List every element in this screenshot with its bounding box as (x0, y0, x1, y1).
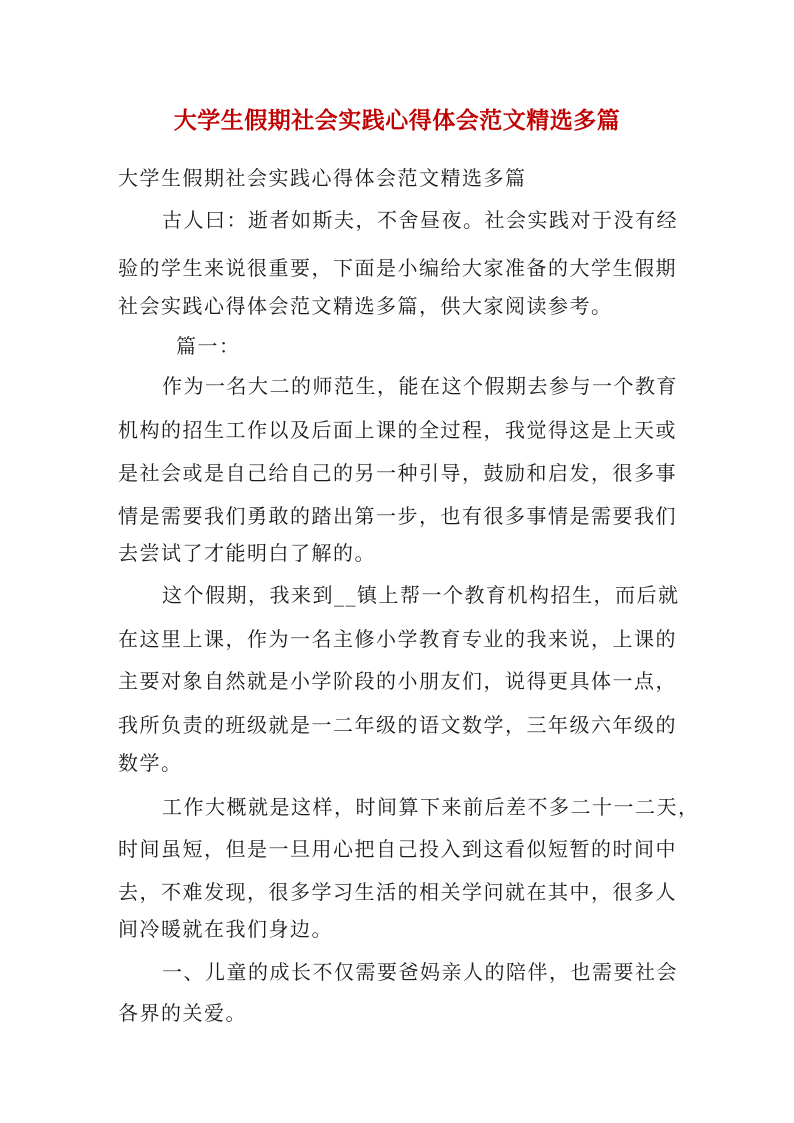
paragraph-5-line-2: 各界的关爱。 (118, 1001, 247, 1025)
paragraph-1-line-2: 验的学生来说很重要，下面是小编给大家准备的大学生假期 (118, 256, 677, 280)
paragraph-1-line-3: 社会实践心得体会范文精选多篇，供大家阅读参考。 (118, 294, 613, 318)
paragraph-4-line-2: 时间虽短，但是一旦用心把自己投入到这看似短暂的时间中 (118, 837, 677, 861)
document-title: 大学生假期社会实践心得体会范文精选多篇 (173, 107, 621, 134)
paragraph-4-line-1: 工作大概就是这样，时间算下来前后差不多二十一二天， (162, 795, 700, 819)
paragraph-4-line-3: 去，不难发现，很多学习生活的相关学问就在其中，很多人 (118, 880, 677, 904)
paragraph-2-line-2: 机构的招生工作以及后面上课的全过程，我觉得这是上天或 (118, 418, 677, 442)
section-heading-1: 篇一： (176, 334, 241, 358)
paragraph-2-line-5: 去尝试了才能明白了解的。 (118, 541, 376, 565)
paragraph-2-line-1: 作为一名大二的师范生，能在这个假期去参与一个教育 (162, 374, 678, 398)
paragraph-2-line-4: 情是需要我们勇敢的踏出第一步，也有很多事情是需要我们 (118, 504, 677, 528)
paragraph-3-line-2: 在这里上课，作为一名主修小学教育专业的我来说，上课的 (118, 627, 677, 651)
paragraph-1-line-1: 古人曰：逝者如斯夫，不舍昼夜。社会实践对于没有经 (162, 208, 678, 232)
document-subtitle: 大学生假期社会实践心得体会范文精选多篇 (118, 166, 527, 190)
paragraph-3-line-4: 我所负责的班级就是一二年级的语文数学，三年级六年级的 (118, 713, 677, 737)
paragraph-3-line-1: 这个假期，我来到__镇上帮一个教育机构招生，而后就 (162, 583, 680, 607)
paragraph-5-line-1: 一、儿童的成长不仅需要爸妈亲人的陪伴，也需要社会 (162, 960, 678, 984)
paragraph-3-line-5: 数学。 (118, 751, 183, 775)
paragraph-2-line-3: 是社会或是自己给自己的另一种引导，鼓励和启发，很多事 (118, 461, 677, 485)
paragraph-3-line-3: 主要对象自然就是小学阶段的小朋友们，说得更具体一点， (118, 669, 677, 693)
paragraph-4-line-4: 间冷暖就在我们身边。 (118, 917, 333, 941)
